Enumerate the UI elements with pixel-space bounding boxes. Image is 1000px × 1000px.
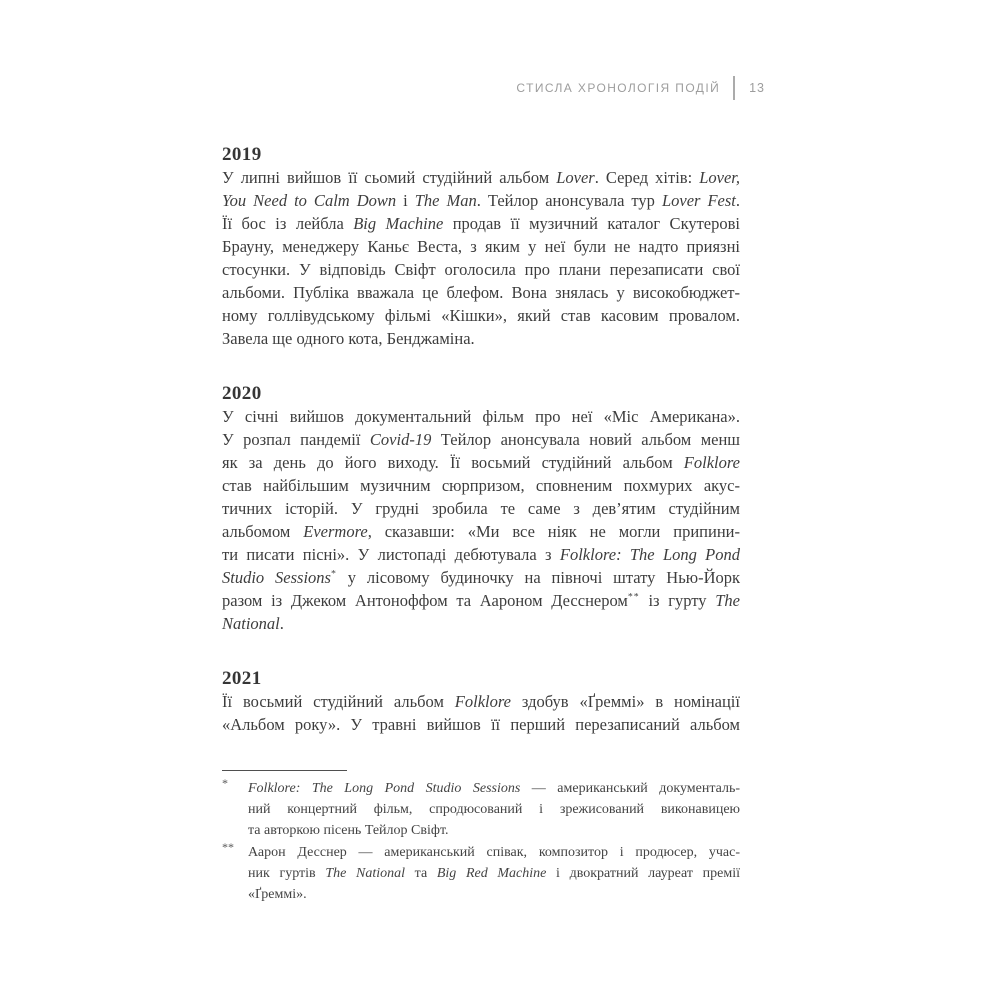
body-text-line: Брауну, менеджеру Каньє Веста, з яким у неї були не надто приязні [222, 237, 740, 256]
year-heading: 2019 [222, 144, 262, 165]
footnote-ref-marker: * [330, 568, 337, 580]
footnote-text [248, 842, 740, 905]
body-text-line: You Need to Calm Down і The Man. Тейлор анонсувала тур Lover Fest. [222, 191, 740, 210]
body-text-line: Studio Sessions* у лісовому будиночку на півночі штату Нью-Йорк [222, 568, 740, 587]
body-text-line: National. [222, 614, 284, 633]
body-text-line: ти писати пісні». У листопаді дебютувала з Folklore: The Long Pond [222, 545, 741, 564]
year-heading: 2020 [222, 383, 262, 404]
body-text-line: У липні вийшов її сьомий студійний альбом Lover. Серед хітів: Lover, [222, 168, 740, 187]
footnote-marker: * [222, 776, 228, 790]
body-text-line: альбомом Evermore, сказавши: «Ми все ніяк не могли припини- [222, 522, 740, 541]
footnote [222, 842, 740, 905]
body-text-line: став найбільшим музичним сюрпризом, сповненим похмурих акус- [222, 476, 740, 495]
body-text-line: тичних історій. У грудні зробила те саме з дев’ятим студійним [222, 499, 740, 518]
body-text-line: Її бос із лейбла Big Machine продав її музичний каталог Скутерові [222, 214, 741, 233]
body-text-line: разом із Джеком Антоноффом та Аароном Десснером** із гурту The [222, 591, 740, 610]
year-section [222, 382, 740, 635]
footnote [222, 778, 740, 841]
running-header-title: СТИСЛА ХРОНОЛОГІЯ ПОДІЙ [516, 81, 721, 95]
footnote-text [248, 778, 740, 841]
body-text-line: як за день до його виходу. Її восьмий студійний альбом Folklore [222, 453, 740, 472]
header-divider [733, 76, 735, 100]
year-section [222, 667, 740, 736]
footnote-marker: ** [222, 840, 234, 854]
body-text-line: ному голлівудському фільмі «Кішки», який став касовим провалом. [222, 306, 740, 325]
sections [222, 143, 740, 736]
body-text-line: Її восьмий студійний альбом Folklore здобув «Ґреммі» в номінації [222, 692, 740, 711]
footnotes [222, 778, 740, 905]
page-content [222, 143, 740, 905]
footnote-text-line: Folklore: The Long Pond Studio Sessions — американський документаль- [248, 781, 740, 796]
body-text-line: стосунки. У відповідь Свіфт оголосила про плани перезаписати свої [222, 260, 740, 279]
footnote-text-line: Аарон Десснер — американський співак, композитор і продюсер, учас- [248, 845, 740, 860]
year-section [222, 143, 740, 350]
footnote-text-line: ник гуртів The National та Big Red Machine і двократний лауреат премії [248, 866, 741, 881]
running-header [516, 76, 765, 100]
footnote-text-line: ний концертний фільм, спродюсований і зрежисований виконавицею [248, 802, 740, 817]
footnote-text-line: «Ґреммі». [248, 887, 307, 902]
body-text-line: альбоми. Публіка вважала це блефом. Вона знялась у високобюджет- [222, 283, 740, 302]
body-text-line: «Альбом року». У травні вийшов її перший перезаписаний альбом [222, 715, 740, 734]
page-number: 13 [749, 81, 765, 95]
year-heading: 2021 [222, 668, 262, 689]
footnote-rule [222, 770, 347, 771]
footnote-ref-marker: ** [627, 591, 640, 603]
body-text-line: У січні вийшов документальний фільм про неї «Міс Американа». [222, 407, 740, 426]
body-text-line: Завела ще одного кота, Бенджаміна. [222, 329, 475, 348]
body-text-line: У розпал пандемії Covid-19 Тейлор анонсувала новий альбом менш [222, 430, 740, 449]
footnote-text-line: та авторкою пісень Тейлор Свіфт. [248, 823, 449, 838]
